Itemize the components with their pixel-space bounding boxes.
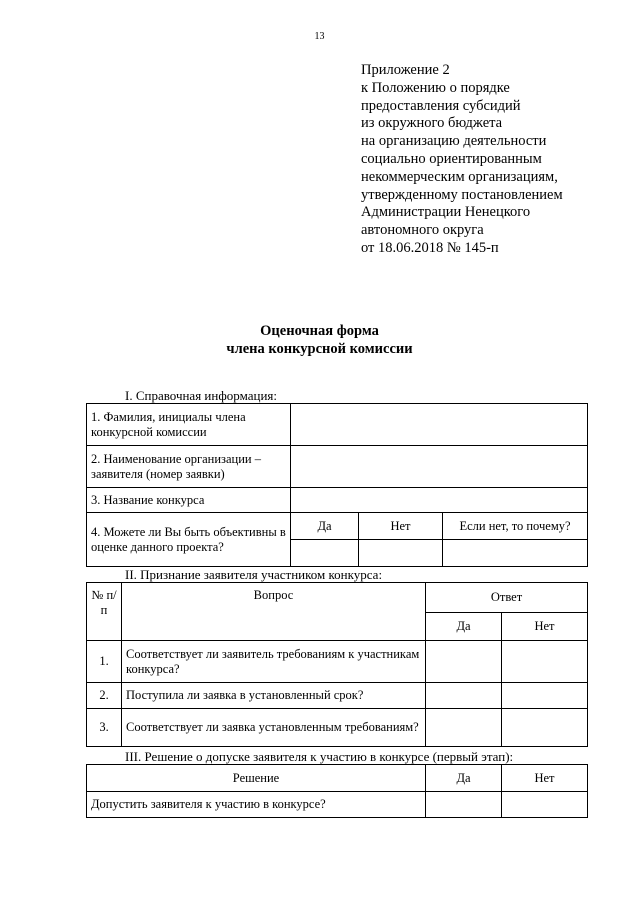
objectivity-yes-header: Да (291, 513, 359, 540)
col-answer-header: Ответ (426, 583, 588, 613)
answer-yes-cell[interactable] (426, 641, 502, 683)
answer-yes-cell[interactable] (426, 709, 502, 747)
section3-caption: III. Решение о допуске заявителя к участию в конкурсе (первый этап): (125, 749, 514, 764)
member-name-label: 1. Фамилия, инициалы члена конкурсной комиссии (87, 404, 291, 446)
objectivity-why-header: Если нет, то почему? (443, 513, 588, 540)
table-row (87, 683, 588, 709)
appendix-line: Приложение 2 (361, 62, 450, 78)
applicant-name-label: 2. Наименование организации – заявителя (номер заявки) (87, 446, 291, 488)
appendix-line: Администрации Ненецкого (361, 204, 531, 221)
row-question: Соответствует ли заявка установленным требованиям? (122, 709, 426, 747)
contest-name-field[interactable] (291, 488, 588, 513)
participant-recognition-table (86, 582, 588, 747)
appendix-line: некоммерческим организациям, (361, 168, 558, 185)
appendix-line: к Положению о порядке (361, 79, 510, 96)
objectivity-no-header: Нет (359, 513, 443, 540)
section1-caption: I. Справочная информация: (125, 388, 277, 403)
col-number-header: № п/п (87, 583, 122, 641)
row-number: 1. (87, 641, 122, 683)
answer-no-cell[interactable] (502, 683, 588, 709)
answer-no-cell[interactable] (502, 709, 588, 747)
objectivity-yes-cell[interactable] (291, 540, 359, 567)
admission-decision-table (86, 764, 588, 818)
section2-caption: II. Признание заявителя участником конкурса: (125, 567, 383, 582)
member-name-field[interactable] (291, 404, 588, 446)
form-title-line2: члена конкурсной комиссии (226, 341, 413, 357)
appendix-line: от 18.06.2018 № 145-п (361, 239, 499, 256)
appendix-line: социально ориентированным (361, 150, 542, 167)
objectivity-why-cell[interactable] (443, 540, 588, 567)
appendix-line: автономного округа (361, 222, 484, 239)
decision-question: Допустить заявителя к участию в конкурсе? (87, 792, 426, 818)
table-row (87, 709, 588, 747)
appendix-line: на организацию деятельности (361, 133, 547, 150)
applicant-name-field[interactable] (291, 446, 588, 488)
decision-yes-cell[interactable] (426, 792, 502, 818)
appendix-line: утвержденному постановлением (361, 186, 563, 203)
answer-no-header: Нет (502, 613, 588, 641)
table-row (87, 641, 588, 683)
row-number: 2. (87, 683, 122, 709)
row-question: Поступила ли заявка в установленный срок? (122, 683, 426, 709)
decision-no-cell[interactable] (502, 792, 588, 818)
form-title (0, 322, 639, 358)
decision-yes-header: Да (426, 765, 502, 792)
objectivity-question: 4. Можете ли Вы быть объективны в оценке данного проекта? (87, 513, 291, 567)
row-number: 3. (87, 709, 122, 747)
row-question: Соответствует ли заявитель требованиям к участникам конкурса? (122, 641, 426, 683)
appendix-line: из окружного бюджета (361, 115, 503, 132)
answer-yes-header: Да (426, 613, 502, 641)
reference-info-table (86, 403, 588, 567)
contest-name-label: 3. Название конкурса (87, 488, 291, 513)
objectivity-no-cell[interactable] (359, 540, 443, 567)
appendix-line: предоставления субсидий (361, 97, 521, 114)
decision-header: Решение (87, 765, 426, 792)
page-number: 13 (314, 31, 325, 42)
answer-yes-cell[interactable] (426, 683, 502, 709)
decision-no-header: Нет (502, 765, 588, 792)
col-question-header: Вопрос (122, 583, 426, 641)
form-title-line1: Оценочная форма (260, 323, 379, 339)
appendix-header (361, 62, 631, 258)
answer-no-cell[interactable] (502, 641, 588, 683)
